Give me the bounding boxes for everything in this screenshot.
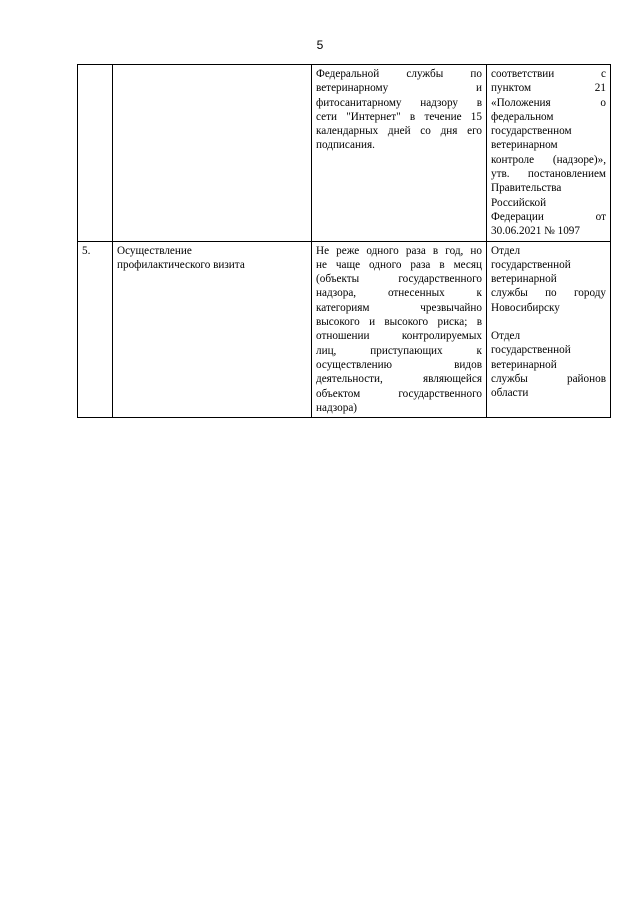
text-line: Федерации от (491, 210, 606, 223)
text-line: федеральном (491, 110, 554, 123)
text-line: ветеринарной (491, 358, 557, 371)
text-line: «Положения о (491, 96, 606, 109)
text-line: контроле (надзоре)», (491, 153, 606, 166)
text-line: государственной (491, 344, 571, 357)
text-line: Отдел (491, 330, 521, 343)
text-line: не чаще одного раза в месяц (316, 258, 482, 271)
paragraph-gap (491, 315, 606, 329)
responsible-cell (487, 241, 611, 418)
text-line: сети "Интернет" в течение 15 (316, 110, 482, 123)
measure-name-cell (113, 241, 312, 418)
text-line: Новосибирску (491, 301, 560, 314)
measures-table (77, 64, 611, 418)
text-line: осуществлению видов (316, 358, 482, 371)
text-line: фитосанитарному надзору в (316, 96, 482, 109)
text-line: соответствии с (491, 68, 606, 80)
text-line: Не реже одного раза в год, но (316, 244, 482, 257)
row-number-cell: 5. (78, 241, 113, 418)
text-line: государственной (491, 258, 571, 271)
text-line: профилактического визита (117, 258, 245, 271)
text-line: службы по городу (491, 287, 606, 300)
periodicity-cell (312, 65, 487, 242)
text-line: категориям чрезвычайно (316, 301, 482, 314)
text-line: деятельности, являющейся (316, 373, 482, 386)
text-line: Федеральной службы по (316, 68, 482, 80)
measure-name-cell (113, 65, 312, 242)
text-line: лиц, приступающих к (316, 344, 482, 357)
text-line: области (491, 387, 529, 400)
text-line: государственном (491, 125, 572, 138)
table-row (78, 241, 611, 418)
text-line: надзора) (316, 401, 358, 414)
responsible-cell (487, 65, 611, 242)
text-line: высокого и высокого риска; в (316, 316, 482, 329)
text-line: календарных дней со дня его (316, 125, 482, 138)
text-line: отношении контролируемых (316, 330, 482, 343)
text-line: ветеринарному и (316, 82, 482, 95)
text-line: Отдел (491, 244, 521, 257)
periodicity-cell (312, 241, 487, 418)
text-line: Российской (491, 196, 547, 209)
text-line: (объекты государственного (316, 273, 482, 286)
text-line: утв. постановлением (491, 168, 606, 181)
text-line: надзора, отнесенных к (316, 287, 482, 300)
text-line: Правительства (491, 182, 562, 195)
text-line: ветеринарной (491, 273, 557, 286)
page-number: 5 (316, 38, 324, 52)
text-line: Осуществление (117, 244, 192, 257)
text-line: пунктом 21 (491, 82, 606, 95)
text-line: ветеринарном (491, 139, 558, 152)
table-row (78, 65, 611, 242)
text-line: 30.06.2021 № 1097 (491, 225, 580, 238)
text-line: подписания. (316, 139, 375, 152)
text-line: службы районов (491, 372, 606, 385)
row-number-cell (78, 65, 113, 242)
text-line: объектом государственного (316, 387, 482, 400)
